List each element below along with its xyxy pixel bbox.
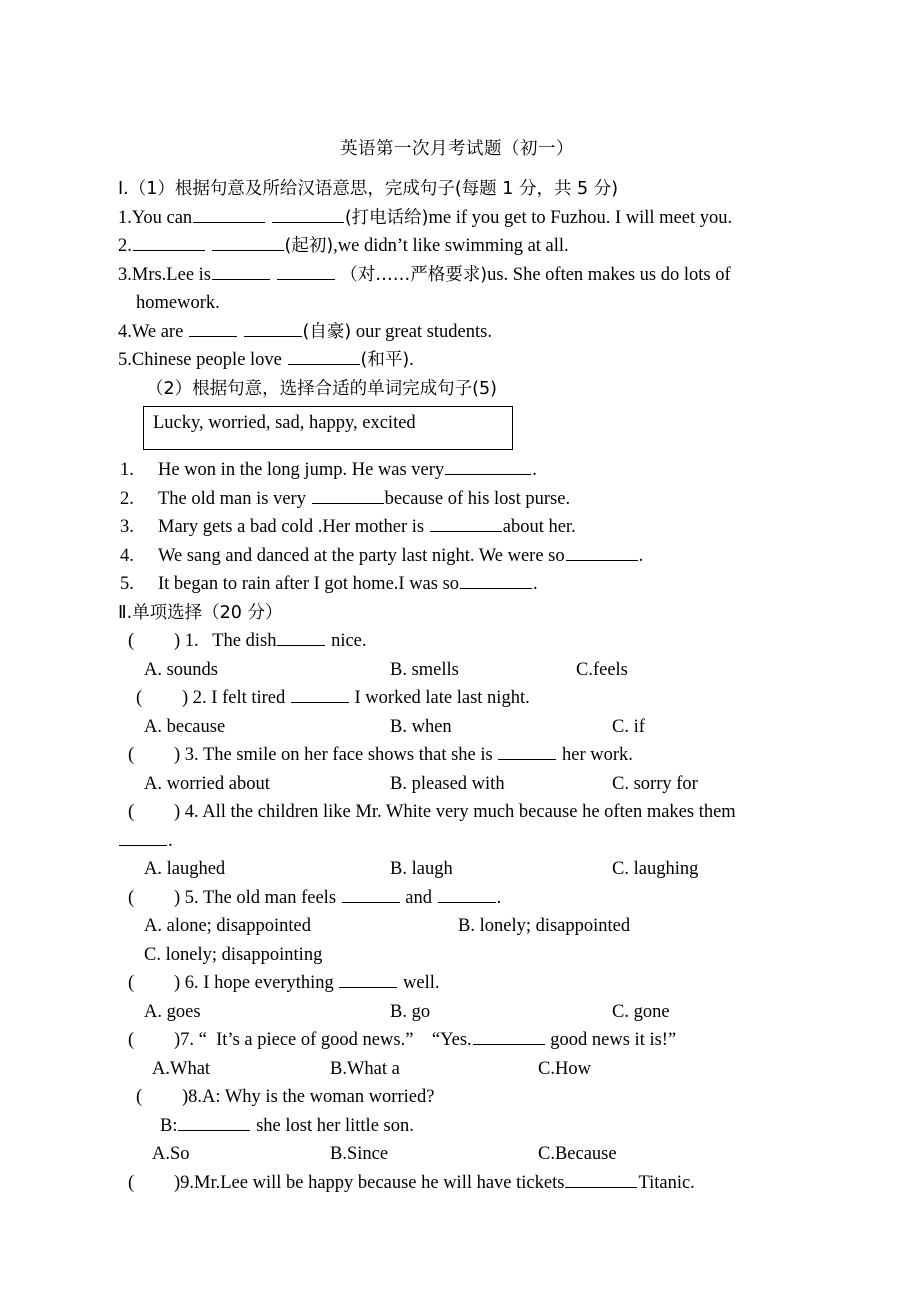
item-pre: It began to rain after I got home.I was so bbox=[158, 574, 460, 594]
mc-option-2b[interactable]: B. when bbox=[390, 716, 452, 737]
blank[interactable] bbox=[277, 627, 325, 646]
mc-option-8a[interactable]: A.So bbox=[152, 1144, 190, 1164]
mc-option-7a[interactable]: A.What bbox=[152, 1058, 211, 1079]
answer-paren[interactable]: ( bbox=[128, 631, 135, 651]
fill-item-4 bbox=[118, 318, 796, 347]
fill-item-4-pre: We are bbox=[131, 321, 188, 342]
mc-q8-sub: B: bbox=[160, 1115, 178, 1136]
item-number: 2. bbox=[120, 488, 134, 509]
mc-option-1c[interactable]: C.feels bbox=[576, 659, 628, 680]
word-fill-item-2 bbox=[118, 485, 796, 514]
item-text bbox=[158, 456, 796, 485]
mc-question-5 bbox=[118, 884, 796, 913]
fill-item-3-post: us. She often makes us do lots of bbox=[487, 264, 731, 285]
blank[interactable] bbox=[178, 1112, 250, 1131]
blank[interactable] bbox=[244, 318, 302, 337]
mc-option-6a[interactable]: A. goes bbox=[144, 1001, 201, 1022]
mc-option-3a[interactable]: A. worried about bbox=[144, 773, 270, 794]
word-fill-item-5 bbox=[118, 570, 796, 599]
mc-q2-num: ) 2. bbox=[182, 688, 207, 708]
item-number: 1. bbox=[120, 460, 134, 480]
mc-options-1 bbox=[118, 656, 796, 685]
blank[interactable] bbox=[133, 232, 205, 251]
mc-option-4c[interactable]: C. laughing bbox=[612, 859, 699, 879]
mc-q9-num: )9. bbox=[174, 1172, 195, 1193]
document-body bbox=[118, 132, 796, 1197]
mc-question-3 bbox=[118, 741, 796, 770]
fill-item-3 bbox=[118, 261, 796, 290]
section-1b-heading: （2）根据句意，选择合适的单词完成句子(5) bbox=[146, 378, 497, 399]
mc-options-5-row2 bbox=[118, 941, 796, 970]
blank[interactable] bbox=[212, 261, 270, 280]
blank[interactable] bbox=[566, 542, 638, 561]
item-text bbox=[158, 570, 796, 599]
mc-q4-stem-pre: All the children like Mr. White very much because he often makes them bbox=[198, 802, 736, 822]
mc-q4-stem-post: . bbox=[168, 830, 173, 851]
mc-option-2c[interactable]: C. if bbox=[612, 716, 645, 737]
fill-item-4-post: our great students. bbox=[351, 321, 492, 342]
mc-q1-num: ) 1. bbox=[174, 631, 199, 651]
mc-option-1a[interactable]: A. sounds bbox=[144, 659, 219, 680]
fill-item-5-post: . bbox=[409, 350, 414, 370]
word-fill-item-3 bbox=[118, 513, 796, 542]
mc-q9-stem-post: Titanic. bbox=[638, 1172, 695, 1193]
item-number: 5. bbox=[120, 574, 134, 594]
page-title: 英语第一次月考试题（初一） bbox=[340, 139, 574, 159]
mc-q8-num: )8. bbox=[182, 1087, 203, 1107]
answer-paren[interactable]: ( bbox=[136, 1087, 143, 1107]
fill-item-1 bbox=[118, 204, 796, 233]
item-post: . bbox=[532, 460, 537, 480]
mc-options-2 bbox=[118, 713, 796, 742]
blank[interactable] bbox=[212, 232, 284, 251]
mc-q3-stem-post: her work. bbox=[557, 745, 633, 765]
fill-item-5-num: 5. bbox=[118, 350, 132, 370]
item-pre: He won in the long jump. He was very bbox=[158, 460, 445, 480]
mc-q4-num: ) 4. bbox=[174, 802, 199, 822]
word-fill-item-1 bbox=[118, 456, 796, 485]
mc-q5-stem-mid: and bbox=[400, 887, 437, 908]
word-bank-box bbox=[143, 406, 513, 450]
mc-option-3b[interactable]: B. pleased with bbox=[390, 773, 505, 794]
mc-options-7 bbox=[118, 1055, 796, 1084]
fill-item-3-hint: （对……严格要求) bbox=[340, 264, 488, 285]
blank[interactable] bbox=[339, 969, 397, 988]
mc-question-4-continuation bbox=[118, 827, 796, 856]
blank[interactable] bbox=[460, 570, 532, 589]
item-pre: The old man is very bbox=[158, 488, 311, 509]
mc-option-7c[interactable]: C.How bbox=[538, 1058, 591, 1079]
word-bank-text: Lucky, worried, sad, happy, excited bbox=[153, 413, 416, 433]
mc-option-5c[interactable]: C. lonely; disappointing bbox=[144, 944, 323, 965]
blank[interactable] bbox=[498, 741, 556, 760]
answer-paren[interactable]: ( bbox=[136, 688, 143, 708]
item-text bbox=[158, 513, 796, 542]
mc-q7-quote1: “ It’s a piece of good news.” “Yes. bbox=[194, 1030, 472, 1050]
mc-question-9 bbox=[118, 1169, 796, 1198]
item-number: 4. bbox=[120, 545, 134, 566]
section-2-heading: Ⅱ.单项选择（20 分） bbox=[118, 602, 283, 623]
item-post: about her. bbox=[502, 517, 576, 537]
item-text bbox=[158, 542, 796, 571]
mc-q3-num: ) 3. bbox=[174, 745, 199, 765]
blank[interactable] bbox=[272, 204, 344, 223]
mc-question-1 bbox=[118, 627, 796, 656]
answer-paren[interactable]: ( bbox=[128, 1030, 135, 1050]
blank[interactable] bbox=[438, 884, 496, 903]
fill-item-2-hint: (起初) bbox=[284, 236, 334, 256]
mc-q2-stem-pre: I felt tired bbox=[206, 688, 290, 708]
mc-q7-num: )7. bbox=[174, 1030, 195, 1050]
mc-question-4 bbox=[118, 798, 796, 827]
word-fill-item-4 bbox=[118, 542, 796, 571]
mc-q8-stem-pre: A: Why is the woman worried? bbox=[202, 1087, 435, 1107]
mc-q1-stem-post: nice. bbox=[326, 631, 367, 651]
mc-option-5a[interactable]: A. alone; disappointed bbox=[144, 916, 311, 936]
mc-option-4b[interactable]: B. laugh bbox=[390, 859, 453, 879]
blank[interactable] bbox=[342, 884, 400, 903]
blank[interactable] bbox=[565, 1169, 637, 1188]
mc-question-8-sub bbox=[118, 1112, 796, 1141]
mc-q6-stem-post: well. bbox=[398, 973, 440, 993]
mc-q9-stem-pre: Mr.Lee will be happy because he will have tickets bbox=[194, 1172, 565, 1193]
answer-paren[interactable]: ( bbox=[128, 802, 135, 822]
blank[interactable] bbox=[277, 261, 335, 280]
mc-q6-num: ) 6. bbox=[174, 973, 199, 993]
mc-q3-stem-pre: The smile on her face shows that she is bbox=[198, 745, 498, 765]
fill-item-4-hint: (自豪) bbox=[302, 321, 352, 342]
mc-option-4a[interactable]: A. laughed bbox=[144, 859, 226, 879]
fill-item-4-num: 4. bbox=[118, 321, 132, 342]
word-fill-list bbox=[118, 456, 796, 599]
mc-q8-sub-post: she lost her little son. bbox=[251, 1115, 414, 1136]
mc-option-6b[interactable]: B. go bbox=[390, 1001, 431, 1022]
mc-options-6 bbox=[118, 998, 796, 1027]
item-post: . bbox=[533, 574, 538, 594]
item-post: . bbox=[638, 545, 644, 566]
fill-item-3-pre: Mrs.Lee is bbox=[131, 264, 211, 285]
mc-option-2a[interactable]: A. because bbox=[144, 716, 226, 737]
mc-option-7b[interactable]: B.What a bbox=[330, 1058, 400, 1079]
mc-option-1b[interactable]: B. smells bbox=[390, 659, 459, 680]
blank[interactable] bbox=[430, 513, 502, 532]
mc-q5-stem-pre: The old man feels bbox=[198, 887, 341, 908]
mc-options-8 bbox=[118, 1140, 796, 1169]
item-pre: Mary gets a bad cold .Her mother is bbox=[158, 517, 429, 537]
blank[interactable] bbox=[312, 485, 384, 504]
blank[interactable] bbox=[189, 318, 237, 337]
mc-q5-num: ) 5. bbox=[174, 887, 199, 908]
mc-question-2 bbox=[118, 684, 796, 713]
item-number: 3. bbox=[120, 517, 134, 537]
blank[interactable] bbox=[473, 1026, 545, 1045]
blank[interactable] bbox=[445, 456, 531, 475]
fill-item-2-post: ,we didn’t like swimming at all. bbox=[333, 236, 569, 256]
item-pre: We sang and danced at the party last night. We were so bbox=[158, 545, 565, 566]
mc-q5-stem-post: . bbox=[496, 887, 502, 908]
mc-options-4 bbox=[118, 855, 796, 884]
fill-item-5-hint: (和平) bbox=[360, 350, 410, 370]
mc-options-5-row1 bbox=[118, 912, 796, 941]
fill-item-1-num: 1. bbox=[118, 207, 132, 228]
mc-question-7 bbox=[118, 1026, 796, 1055]
fill-item-5 bbox=[118, 346, 796, 375]
answer-paren[interactable]: ( bbox=[128, 973, 135, 993]
blank[interactable] bbox=[193, 204, 265, 223]
mc-question-8 bbox=[118, 1083, 796, 1112]
fill-item-5-pre: Chinese people love bbox=[131, 350, 287, 370]
fill-item-3-continuation: homework. bbox=[136, 293, 220, 313]
fill-item-3-num: 3. bbox=[118, 264, 132, 285]
section-1-heading: I.（1）根据句意及所给汉语意思，完成句子(每题 1 分，共 5 分) bbox=[118, 179, 619, 199]
blank[interactable] bbox=[288, 346, 360, 365]
mc-question-6 bbox=[118, 969, 796, 998]
mc-q1-stem-pre: The dish bbox=[198, 631, 277, 651]
fill-item-2 bbox=[118, 232, 796, 261]
mc-q6-stem-pre: I hope everything bbox=[198, 973, 339, 993]
mc-options-3 bbox=[118, 770, 796, 799]
item-text bbox=[158, 485, 796, 514]
blank[interactable] bbox=[119, 827, 167, 846]
item-post: because of his lost purse. bbox=[384, 488, 571, 509]
fill-item-1-pre: You can bbox=[131, 207, 193, 228]
answer-paren[interactable]: ( bbox=[128, 1172, 135, 1193]
fill-item-1-post: me if you get to Fuzhou. I will meet you. bbox=[428, 207, 733, 228]
mc-option-8c[interactable]: C.Because bbox=[538, 1144, 617, 1164]
mc-option-3c[interactable]: C. sorry for bbox=[612, 773, 698, 794]
fill-item-1-hint: (打电话给) bbox=[344, 207, 429, 228]
fill-item-2-num: 2. bbox=[118, 236, 132, 256]
mc-q7-quote2: good news it is!” bbox=[545, 1030, 677, 1050]
answer-paren[interactable]: ( bbox=[128, 745, 135, 765]
mc-option-6c[interactable]: C. gone bbox=[612, 1001, 670, 1022]
mc-option-5b[interactable]: B. lonely; disappointed bbox=[458, 916, 631, 936]
answer-paren[interactable]: ( bbox=[128, 887, 135, 908]
mc-option-8b[interactable]: B.Since bbox=[330, 1144, 389, 1164]
mc-q2-stem-post: I worked late last night. bbox=[349, 688, 530, 708]
blank[interactable] bbox=[291, 684, 349, 703]
